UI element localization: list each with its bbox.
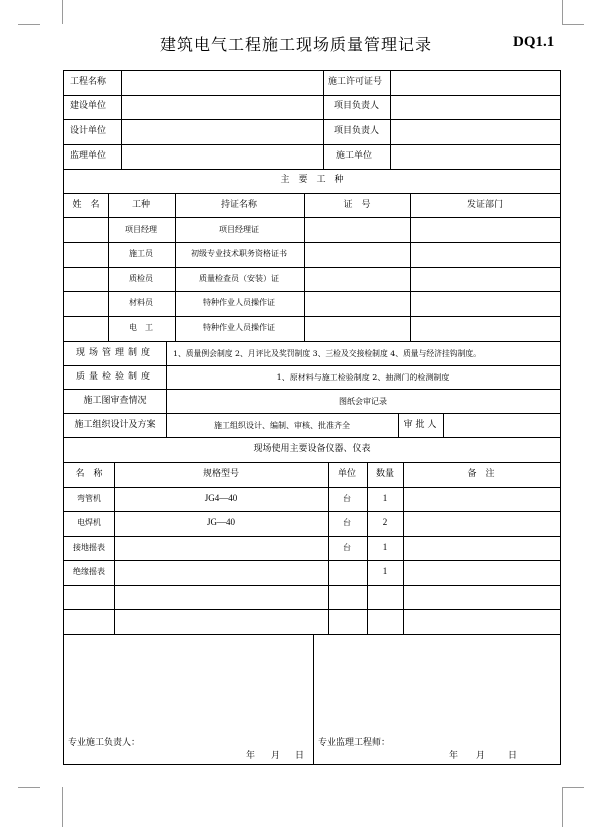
equip-unit: 台: [343, 494, 351, 503]
label-site-management: 现场管理制度: [75, 348, 155, 358]
equip-qty: 1: [382, 542, 388, 552]
row-line: [64, 585, 560, 586]
construction-plan-value: 施工组织设计、编制、审核、批准齐全: [214, 421, 350, 430]
personnel-type: 施工员: [129, 249, 153, 258]
row-line: [64, 462, 560, 463]
section-title-equipment: 现场使用主要设备仪器、仪表: [253, 444, 371, 454]
personnel-cert: 特种作业人员操作证: [203, 298, 275, 307]
personnel-type: 项目经理: [125, 225, 157, 234]
equip-name: 接地摇表: [73, 543, 105, 552]
col-line: [166, 341, 167, 437]
label-approver: 审 批 人: [403, 420, 437, 430]
quality-record-form: [63, 70, 561, 765]
col-line: [410, 193, 411, 341]
col-line: [114, 462, 115, 634]
site-management-value: 1、质量例会制度 2、月评比及奖罚制度 3、三检及交接检制度 4、质量与经济挂钩制度。: [173, 349, 481, 358]
col-line: [390, 71, 391, 169]
personnel-cert: 质量检查员（安装）证: [199, 274, 279, 283]
col-line: [367, 462, 368, 634]
header-remark: 备 注: [467, 469, 495, 479]
personnel-type: 电 工: [129, 323, 153, 332]
row-line: [64, 511, 560, 512]
row-line: [64, 242, 560, 243]
sign-month: 月: [271, 751, 281, 761]
label-builder: 建设单位: [70, 101, 107, 111]
crop-mark: [18, 24, 40, 25]
equip-name: 绝缘摇表: [73, 567, 105, 576]
header-name: 姓 名: [72, 200, 100, 210]
col-line: [323, 71, 324, 169]
col-line: [108, 193, 109, 341]
equip-unit: 台: [343, 543, 351, 552]
row-line: [64, 291, 560, 292]
col-line: [398, 413, 399, 437]
row-line: [64, 341, 560, 342]
equip-model: JG—40: [206, 517, 236, 527]
label-project-name: 工程名称: [70, 77, 107, 87]
document-title: 建筑电气工程施工现场质量管理记录: [160, 35, 433, 54]
sign-year: 年: [246, 751, 256, 761]
label-contractor-responsible: 专业施工负责人：: [68, 738, 141, 748]
header-model: 规格型号: [202, 469, 240, 479]
equip-unit: 台: [343, 518, 351, 527]
header-trade: 工种: [131, 200, 151, 210]
label-construction-plan: 施工组织设计及方案: [74, 420, 156, 430]
section-title-personnel: 主 要 工 种: [280, 175, 344, 185]
document-code: DQ1.1: [513, 34, 555, 50]
col-line: [304, 193, 305, 341]
drawing-review-value: 图纸会审记录: [339, 397, 387, 406]
label-pm2: 项目负责人: [334, 126, 380, 136]
col-line: [443, 413, 444, 437]
personnel-type: 质检员: [129, 274, 153, 283]
equip-name: 电焊机: [77, 518, 101, 527]
col-line: [313, 634, 314, 764]
row-line: [64, 217, 560, 218]
header-issuer: 发证部门: [466, 200, 504, 210]
crop-mark: [40, 0, 63, 24]
row-line: [64, 389, 560, 390]
row-line: [64, 193, 560, 194]
personnel-type: 材料员: [129, 298, 153, 307]
row-line: [64, 169, 560, 170]
label-contractor: 施工单位: [336, 151, 373, 161]
equip-qty: 1: [382, 566, 388, 576]
personnel-cert: 特种作业人员操作证: [203, 323, 275, 332]
col-line: [403, 462, 404, 634]
row-line: [64, 560, 560, 561]
sign-month: 月: [476, 751, 486, 761]
row-line: [64, 119, 560, 120]
label-pm1: 项目负责人: [334, 101, 380, 111]
label-designer: 设计单位: [70, 126, 107, 136]
header-cert-name: 持证名称: [220, 200, 258, 210]
col-line: [121, 71, 122, 169]
crop-mark: [40, 787, 63, 827]
crop-mark: [562, 787, 585, 827]
crop-mark: [18, 787, 40, 788]
label-quality-inspection: 质量检验制度: [75, 372, 155, 382]
row-line: [64, 536, 560, 537]
label-supervising-engineer: 专业监理工程师：: [318, 738, 391, 748]
label-drawing-review: 施工图审查情况: [83, 396, 147, 406]
label-supervisor: 监理单位: [70, 151, 107, 161]
equip-qty: 1: [382, 493, 388, 503]
row-line: [64, 365, 560, 366]
equip-qty: 2: [382, 517, 388, 527]
header-unit: 单位: [337, 469, 357, 479]
row-line: [64, 634, 560, 635]
sign-day: 日: [508, 751, 518, 761]
row-line: [64, 487, 560, 488]
sign-day: 日: [295, 751, 305, 761]
personnel-cert: 初级专业技术职务资格证书: [191, 249, 287, 258]
col-line: [328, 462, 329, 634]
row-line: [64, 609, 560, 610]
equip-name: 弯管机: [77, 494, 101, 503]
crop-mark: [562, 787, 584, 788]
crop-mark: [562, 0, 585, 24]
row-line: [64, 267, 560, 268]
row-line: [64, 413, 560, 414]
header-equip-name: 名 称: [75, 469, 103, 479]
row-line: [64, 95, 560, 96]
header-qty: 数量: [375, 469, 395, 479]
equip-model: JG4—40: [204, 493, 238, 503]
row-line: [64, 437, 560, 438]
sign-year: 年: [449, 751, 459, 761]
row-line: [64, 144, 560, 145]
col-line: [175, 193, 176, 341]
label-permit: 施工许可证号: [328, 77, 383, 87]
crop-mark: [562, 24, 584, 25]
header-cert-no: 证 号: [343, 200, 371, 210]
quality-inspection-value: 1、原材料与施工检验制度 2、抽测门的检测制度: [276, 373, 450, 382]
row-line: [64, 316, 560, 317]
personnel-cert: 项目经理证: [219, 225, 259, 234]
